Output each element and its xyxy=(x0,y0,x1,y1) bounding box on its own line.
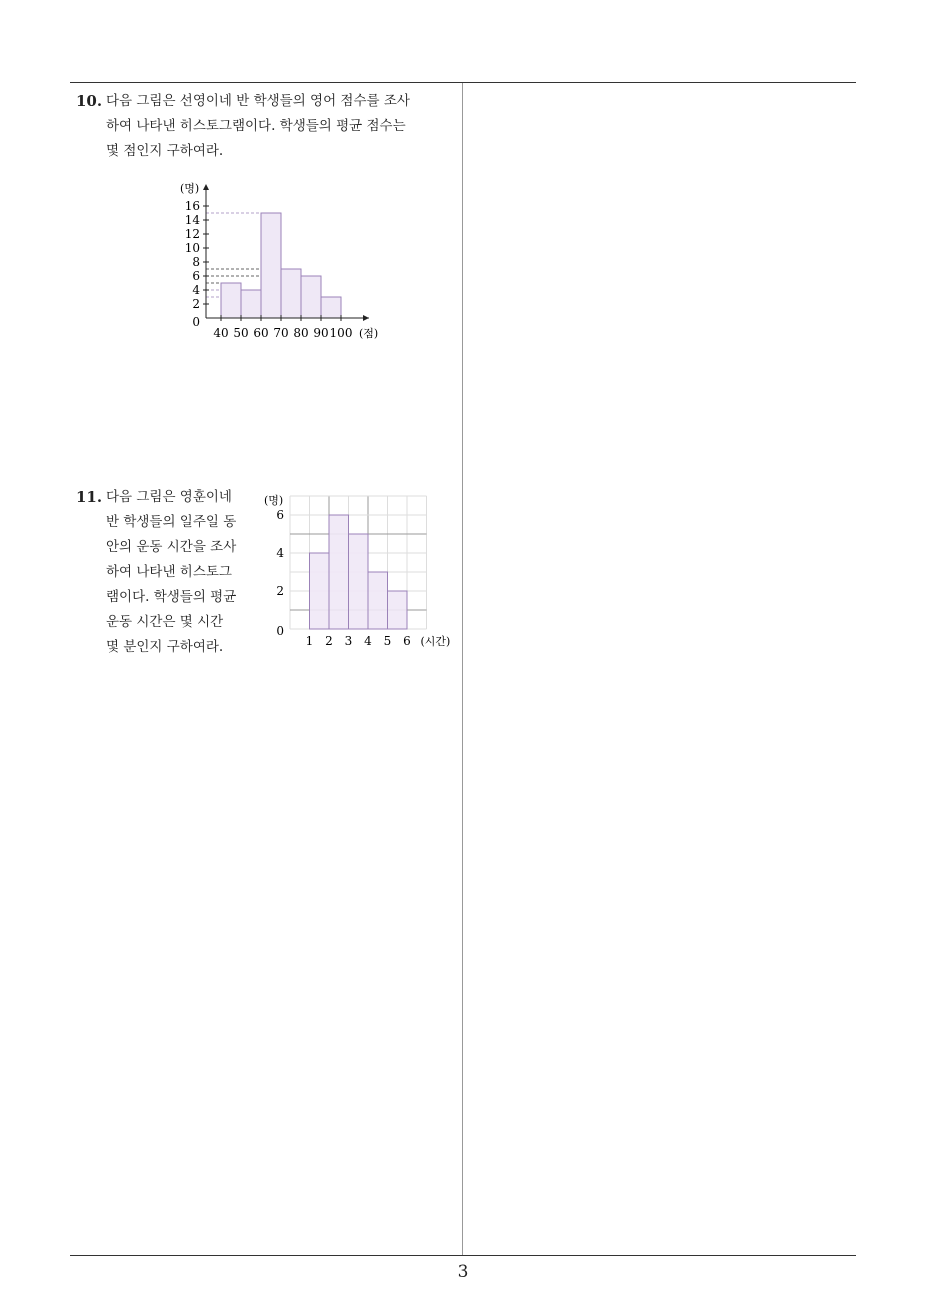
bar-0 xyxy=(310,553,330,629)
x-tick-label-5: 6 xyxy=(403,634,411,648)
problem-11-number: 11. xyxy=(76,488,103,506)
x-tick-label-2: 3 xyxy=(344,634,353,648)
y-axis-label: (명) xyxy=(264,494,284,507)
bar-1 xyxy=(329,515,349,629)
problem-10-line-2: 하여 나타낸 히스토그램이다. 학생들의 평균 점수는 xyxy=(106,118,406,134)
x-tick-label-4: 80 xyxy=(293,326,309,340)
top-rule xyxy=(70,82,856,83)
problem-11-line-5: 램이다. 학생들의 평균 xyxy=(106,589,237,605)
problem-10-line-3: 몇 점인지 구하여라. xyxy=(106,143,224,159)
y-tick-label-1: 2 xyxy=(192,297,200,311)
x-axis-arrow xyxy=(363,315,369,321)
x-tick-label-4: 5 xyxy=(383,634,392,648)
y-tick-label-3: 6 xyxy=(276,508,284,522)
bar-4 xyxy=(301,276,321,318)
histogram-english-scores xyxy=(170,176,390,348)
bar-4 xyxy=(388,591,408,629)
problem-11-line-3: 안의 운동 시간을 조사 xyxy=(106,539,237,555)
problem-11-line-6: 운동 시간은 몇 시간 xyxy=(106,614,224,630)
y-tick-label-8: 16 xyxy=(184,199,200,213)
x-tick-label-5: 90 xyxy=(313,326,329,340)
y-tick-label-2: 4 xyxy=(276,546,284,560)
y-axis-arrow xyxy=(203,184,209,190)
problem-10-text xyxy=(106,89,410,164)
page-number: 3 xyxy=(457,1262,469,1282)
x-tick-label-2: 60 xyxy=(253,326,269,340)
x-tick-label-3: 70 xyxy=(273,326,289,340)
problem-11-line-1: 다음 그림은 영훈이네 xyxy=(106,489,232,505)
y-tick-label-4: 8 xyxy=(192,255,200,269)
bottom-rule xyxy=(70,1255,856,1256)
problem-11-line-7: 몇 분인지 구하여라. xyxy=(106,639,224,655)
y-tick-label-0: 0 xyxy=(192,315,200,329)
x-tick-label-6: 100 xyxy=(329,326,353,340)
x-tick-label-3: 4 xyxy=(364,634,372,648)
x-tick-label-0: 1 xyxy=(305,634,314,648)
bar-2 xyxy=(261,213,281,318)
problem-11-line-2: 반 학생들의 일주일 동 xyxy=(106,514,237,530)
problem-11-text xyxy=(106,485,236,660)
bar-1 xyxy=(241,290,261,318)
y-axis-label: (명) xyxy=(180,182,200,195)
bar-3 xyxy=(281,269,301,318)
x-axis-label: (시간) xyxy=(420,635,451,648)
y-tick-label-5: 10 xyxy=(184,241,200,255)
problem-10-line-1: 다음 그림은 선영이네 반 학생들의 영어 점수를 조사 xyxy=(106,93,410,109)
x-axis-label: (점) xyxy=(359,327,379,340)
y-tick-label-1: 2 xyxy=(276,584,284,598)
x-tick-label-1: 2 xyxy=(325,634,333,648)
y-tick-label-0: 0 xyxy=(276,624,284,638)
bar-0 xyxy=(221,283,241,318)
problem-10-number: 10. xyxy=(76,92,103,110)
y-tick-label-2: 4 xyxy=(192,283,200,297)
column-divider xyxy=(462,83,463,1255)
y-tick-label-6: 12 xyxy=(184,227,200,241)
bar-2 xyxy=(349,534,369,629)
x-tick-label-1: 50 xyxy=(233,326,249,340)
x-tick-label-0: 40 xyxy=(213,326,229,340)
problem-11-line-4: 하여 나타낸 히스토그 xyxy=(106,564,232,580)
y-tick-label-3: 6 xyxy=(192,269,200,283)
histogram-exercise-time xyxy=(262,490,462,650)
y-tick-label-7: 14 xyxy=(184,213,200,227)
bar-3 xyxy=(368,572,388,629)
bar-5 xyxy=(321,297,341,318)
